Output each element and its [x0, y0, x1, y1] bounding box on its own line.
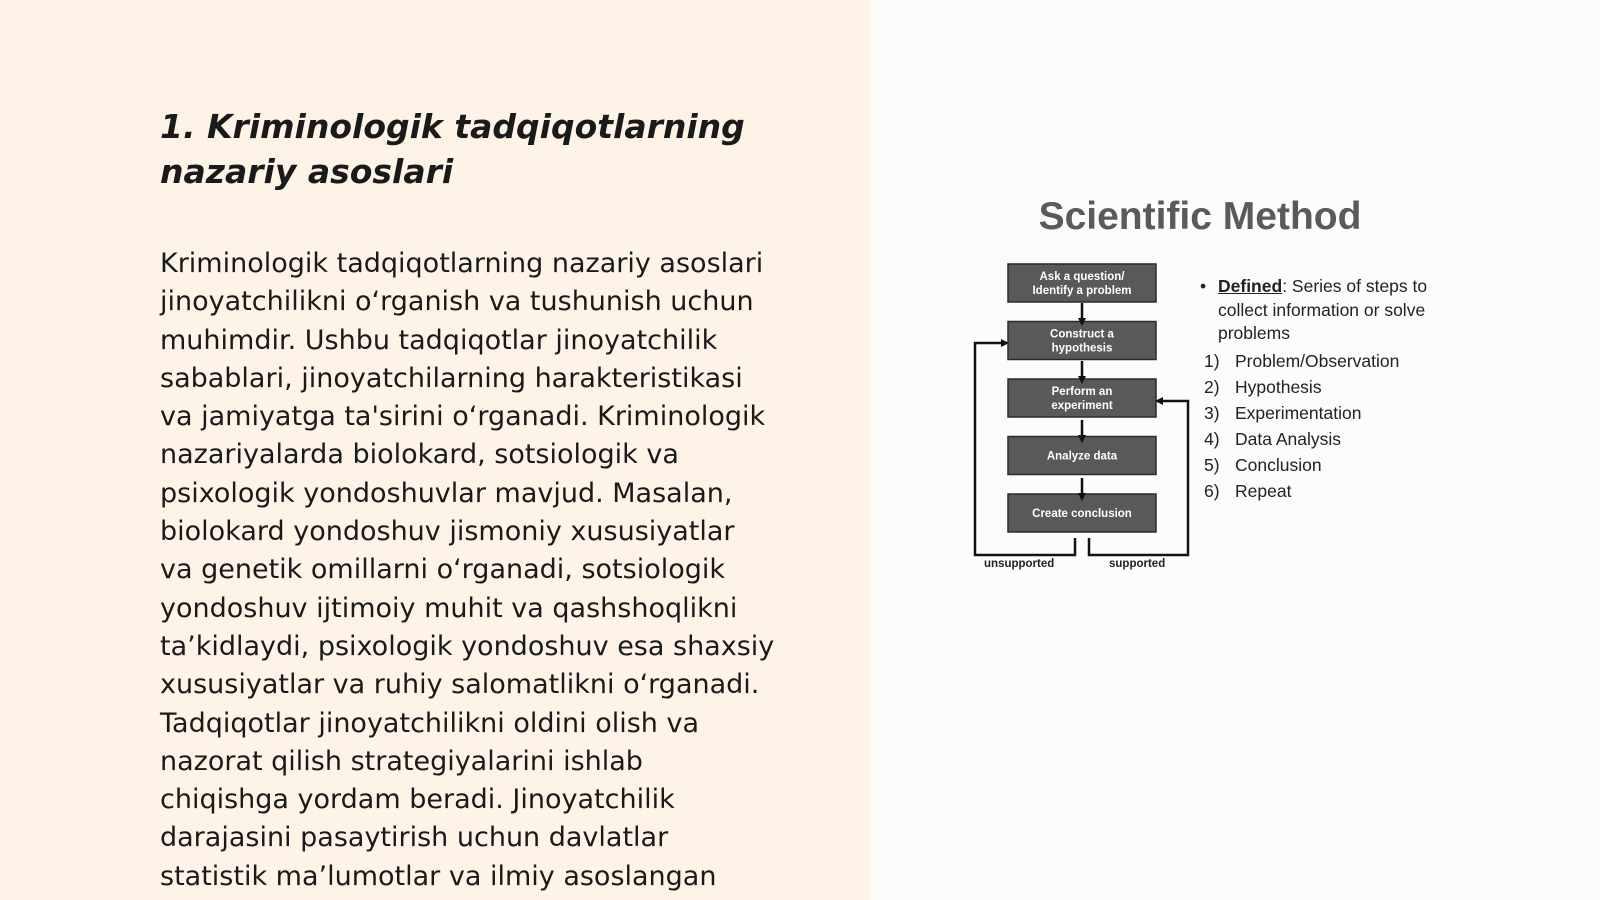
step-label: Problem/Observation [1235, 350, 1400, 371]
flow-step-label: hypothesis [1051, 342, 1113, 355]
definition-term: Defined [1218, 276, 1283, 296]
scientific-method-figure [960, 195, 1460, 585]
unsupported-label: unsupported [984, 558, 1055, 570]
definition-bullet [1200, 275, 1460, 346]
step-label: Conclusion [1235, 454, 1322, 475]
figure-title: Scientific Method [1038, 195, 1362, 238]
flow-step-label: experiment [1051, 400, 1113, 412]
flow-step-label: Create conclusion [1032, 508, 1132, 520]
step-number: 4) [1204, 428, 1220, 449]
flow-step-label: Ask a question/ [1039, 271, 1125, 283]
step-number: 6) [1204, 480, 1220, 501]
step-list-item [1200, 348, 1460, 374]
step-list-item [1200, 452, 1460, 478]
flowchart [960, 195, 1200, 585]
slide-body-text: Kriminologik tadqiqotlarning nazariy asoslari jinoyatchilikni o‘rganish va tushunish uchun muhimdir. Ushbu tadqiqotlar jinoyatchilik sabablari, jinoyatchilarning harakteristikasi va jamiyatga ta'sirini o‘rganadi. Kriminologik nazariyalarda biolokard, sotsiologik va psixologik yondoshuvlar mavjud. Masalan, biolokard yondoshuv jismoniy xususiyatlar va genetik omillarni o‘rganadi, sotsiologik yondoshuv ijtimoiy muhit va qashshoqlikni ta’kidlaydi, psixologik yondoshuv esa shaxsiy xususiyatlar va ruhiy salomatlikni o‘rganadi. Tadqiqotlar jinoyatchilikni oldini olish va nazorat qilish strategiyalarini ishlab chiqishga yordam beradi. Jinoyatchilik darajasini pasaytirish uchun davlatlar statistik ma’lumotlar va ilmiy asoslangan [160, 248, 775, 892]
flow-step-label: Perform an [1051, 386, 1113, 398]
slide-title: 1. Kriminologik tadqiqotlarning nazariy asoslari [160, 107, 745, 191]
flow-step-label: Identify a problem [1032, 285, 1132, 297]
definition-block [1200, 275, 1460, 504]
step-number: 2) [1204, 376, 1220, 397]
step-list-item [1200, 426, 1460, 452]
step-list-item [1200, 400, 1460, 426]
step-list-item [1200, 374, 1460, 400]
steps-list [1200, 348, 1460, 504]
step-number: 1) [1204, 350, 1220, 371]
step-number: 5) [1204, 454, 1220, 475]
step-label: Experimentation [1235, 402, 1362, 423]
definition-text: : Series of steps to collect information or solve problems [1218, 276, 1428, 343]
flow-step-label: Construct a [1050, 328, 1114, 341]
step-number: 3) [1204, 402, 1220, 423]
step-label: Data Analysis [1235, 428, 1342, 449]
bullet-icon: • [1200, 276, 1207, 296]
flow-step-label: Analyze data [1046, 450, 1118, 463]
step-label: Repeat [1235, 480, 1292, 501]
step-list-item [1200, 478, 1460, 504]
supported-label: supported [1109, 558, 1166, 570]
step-label: Hypothesis [1235, 376, 1322, 397]
